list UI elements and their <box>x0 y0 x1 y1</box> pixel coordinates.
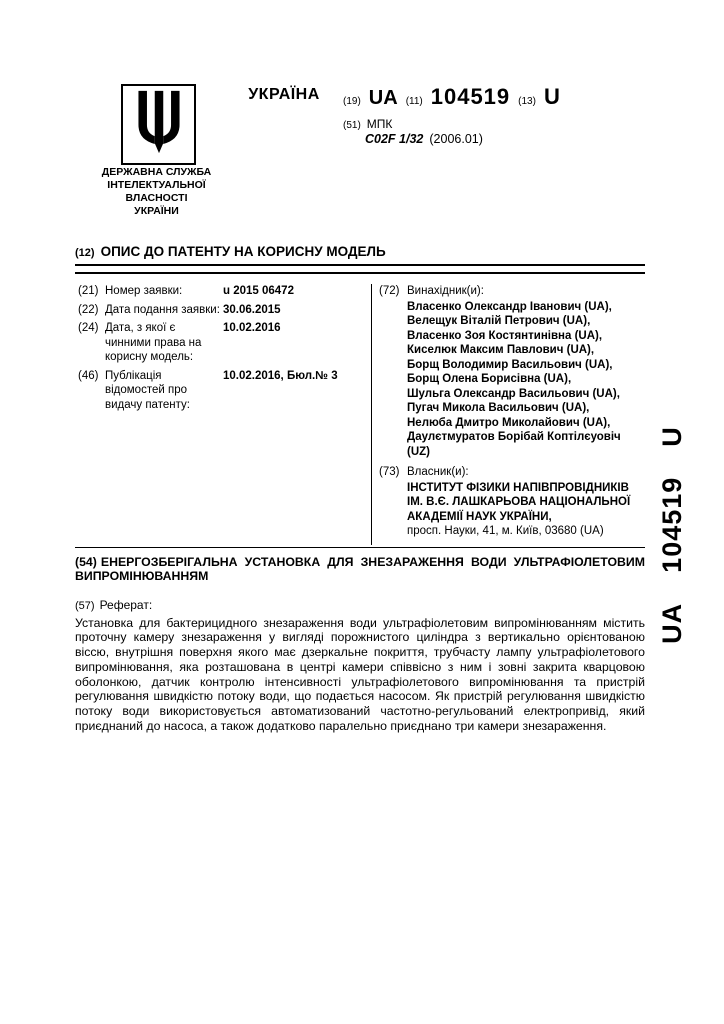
owner-section <box>379 465 645 539</box>
invention-title <box>75 555 645 584</box>
trident-icon <box>133 88 185 161</box>
inventor-name: Велещук Віталій Петрович (UA), <box>407 315 591 327</box>
effective-date-value: 10.02.2016 <box>223 322 281 334</box>
kind-code: U <box>543 84 560 109</box>
publication-row <box>78 369 365 413</box>
abstract-label: Реферат: <box>99 597 153 612</box>
inventors-section <box>379 284 645 459</box>
code-51-label: (51) <box>343 120 361 131</box>
document-type-text: ОПИС ДО ПАТЕНТУ НА КОРИСНУ МОДЕЛЬ <box>100 244 386 259</box>
office-line: ВЛАСНОСТІ <box>125 192 188 204</box>
country-name: УКРАЇНА <box>248 86 320 103</box>
code-12-label: (12) <box>75 247 95 259</box>
owner-name: ІНСТИТУТ ФІЗИКИ НАПІВПРОВІДНИКІВ ІМ. В.Є. ЛАШКАРЬОВА НАЦІОНАЛЬНОЇ АКАДЕМІЇ НАУК УКРАЇНИ, <box>407 481 631 523</box>
inventor-name: Шульга Олександр Васильович (UA), <box>407 387 620 400</box>
invention-title-text: ЕНЕРГОЗБЕРІГАЛЬНА УСТАНОВКА ДЛЯ ЗНЕЗАРАЖЕННЯ ВОДИ УЛЬТРАФІОЛЕТОВИМ ВИПРОМІНЮВАННЯМ <box>75 554 645 583</box>
inventor-name: Власенко Зоя Костянтинівна (UA), <box>407 329 603 342</box>
application-number-label: Номер заявки: <box>105 285 183 297</box>
application-number-value: u 2015 06472 <box>223 285 294 297</box>
header-divider <box>75 264 645 274</box>
inventor-name: Даулєтмуратов Борібай Коптілєуовіч (UZ) <box>407 431 621 458</box>
publication-label: Публікація відомостей про видачу патенту: <box>105 369 190 411</box>
office-line: УКРАЇНИ <box>134 205 179 217</box>
owner-label: Власник(и): <box>407 466 469 478</box>
abstract-heading <box>75 598 645 612</box>
code-72-label: (72) <box>379 285 400 297</box>
inventor-name: Киселюк Максим Павлович (UA), <box>407 344 595 356</box>
biblio-left-column <box>75 284 371 545</box>
side-number-value: 104519 <box>656 476 687 573</box>
effective-date-row <box>78 321 365 365</box>
document-body <box>75 244 645 734</box>
office-line: ДЕРЖАВНА СЛУЖБА <box>101 166 212 178</box>
inventor-name: Борщ Олена Борисівна (UA), <box>407 373 572 385</box>
owner-address: просп. Науки, 41, м. Київ, 03680 (UA) <box>407 525 604 537</box>
office-line: ІНТЕЛЕКТУАЛЬНОЇ <box>107 179 206 191</box>
side-country-code: UA <box>656 602 687 644</box>
inventor-name: Власенко Олександр Іванович (UA), <box>407 300 612 313</box>
code-73-label: (73) <box>379 466 400 478</box>
ipc-label: МПК <box>366 117 393 131</box>
code-24-label: (24) <box>78 322 99 334</box>
office-name <box>88 166 225 218</box>
ukraine-emblem-box <box>121 84 196 165</box>
inventors-label: Винахідник(и): <box>407 285 484 297</box>
inventor-name: Нелюба Дмитро Миколайович (UA), <box>407 416 611 429</box>
code-46-label: (46) <box>78 369 99 382</box>
ipc-header <box>343 117 392 131</box>
code-11-label: (11) <box>405 96 423 107</box>
ipc-class-code: C02F 1/32 <box>365 132 424 146</box>
side-kind-code: U <box>656 426 687 447</box>
section-divider <box>75 547 645 548</box>
code-22-label: (22) <box>78 303 99 316</box>
inventor-name: Пугач Микола Васильович (UA), <box>407 402 590 414</box>
ipc-classification <box>365 132 483 146</box>
code-54-label: (54) <box>75 554 97 569</box>
code-57-label: (57) <box>75 599 95 612</box>
application-number-row <box>78 284 365 299</box>
bibliographic-section <box>75 284 645 545</box>
filing-date-label: Дата подання заявки: <box>105 303 220 316</box>
code-13-label: (13) <box>518 96 536 107</box>
country-code: UA <box>368 87 398 109</box>
filing-date-row <box>78 303 365 318</box>
document-type-title <box>75 244 645 259</box>
patent-number: 104519 <box>430 84 511 109</box>
abstract-text: Установка для бактерицидного знезараження води ультрафіолетовим випромінюванням містить проточну камеру знезараження у вигляді порожнистого циліндра з вертикально орієнтованою віссю, внутрішня поверхня якого має дзеркальне покриття, трубчасту лампу ультрафіолетового випромінювання, яка розташована в центрі камери співвісно з ним і зовні закрита кварцовою оболонкою, датчик контролю інтенсивності ультрафіолетового випромінювання та пристрій регулювання швидкістю потоку води, що подається насосом. Як пристрій регулювання швидкістю потоку води використовується автоматизований частотно-регульований електропривід, який приєднаний до насоса, а також додатково паралельно приєднано три камери знезараження. <box>75 615 645 734</box>
side-patent-number <box>654 420 690 650</box>
inventor-name: Борщ Володимир Васильович (UA), <box>407 358 613 371</box>
biblio-right-column <box>372 284 645 545</box>
ipc-version: (2006.01) <box>429 132 483 146</box>
publication-value: 10.02.2016, Бюл.№ 3 <box>223 369 338 382</box>
code-21-label: (21) <box>78 285 99 297</box>
effective-date-label: Дата, з якої є чинними права на корисну модель: <box>105 322 202 363</box>
publication-codes <box>343 84 560 110</box>
code-19-label: (19) <box>343 96 361 107</box>
filing-date-value: 30.06.2015 <box>223 303 281 316</box>
